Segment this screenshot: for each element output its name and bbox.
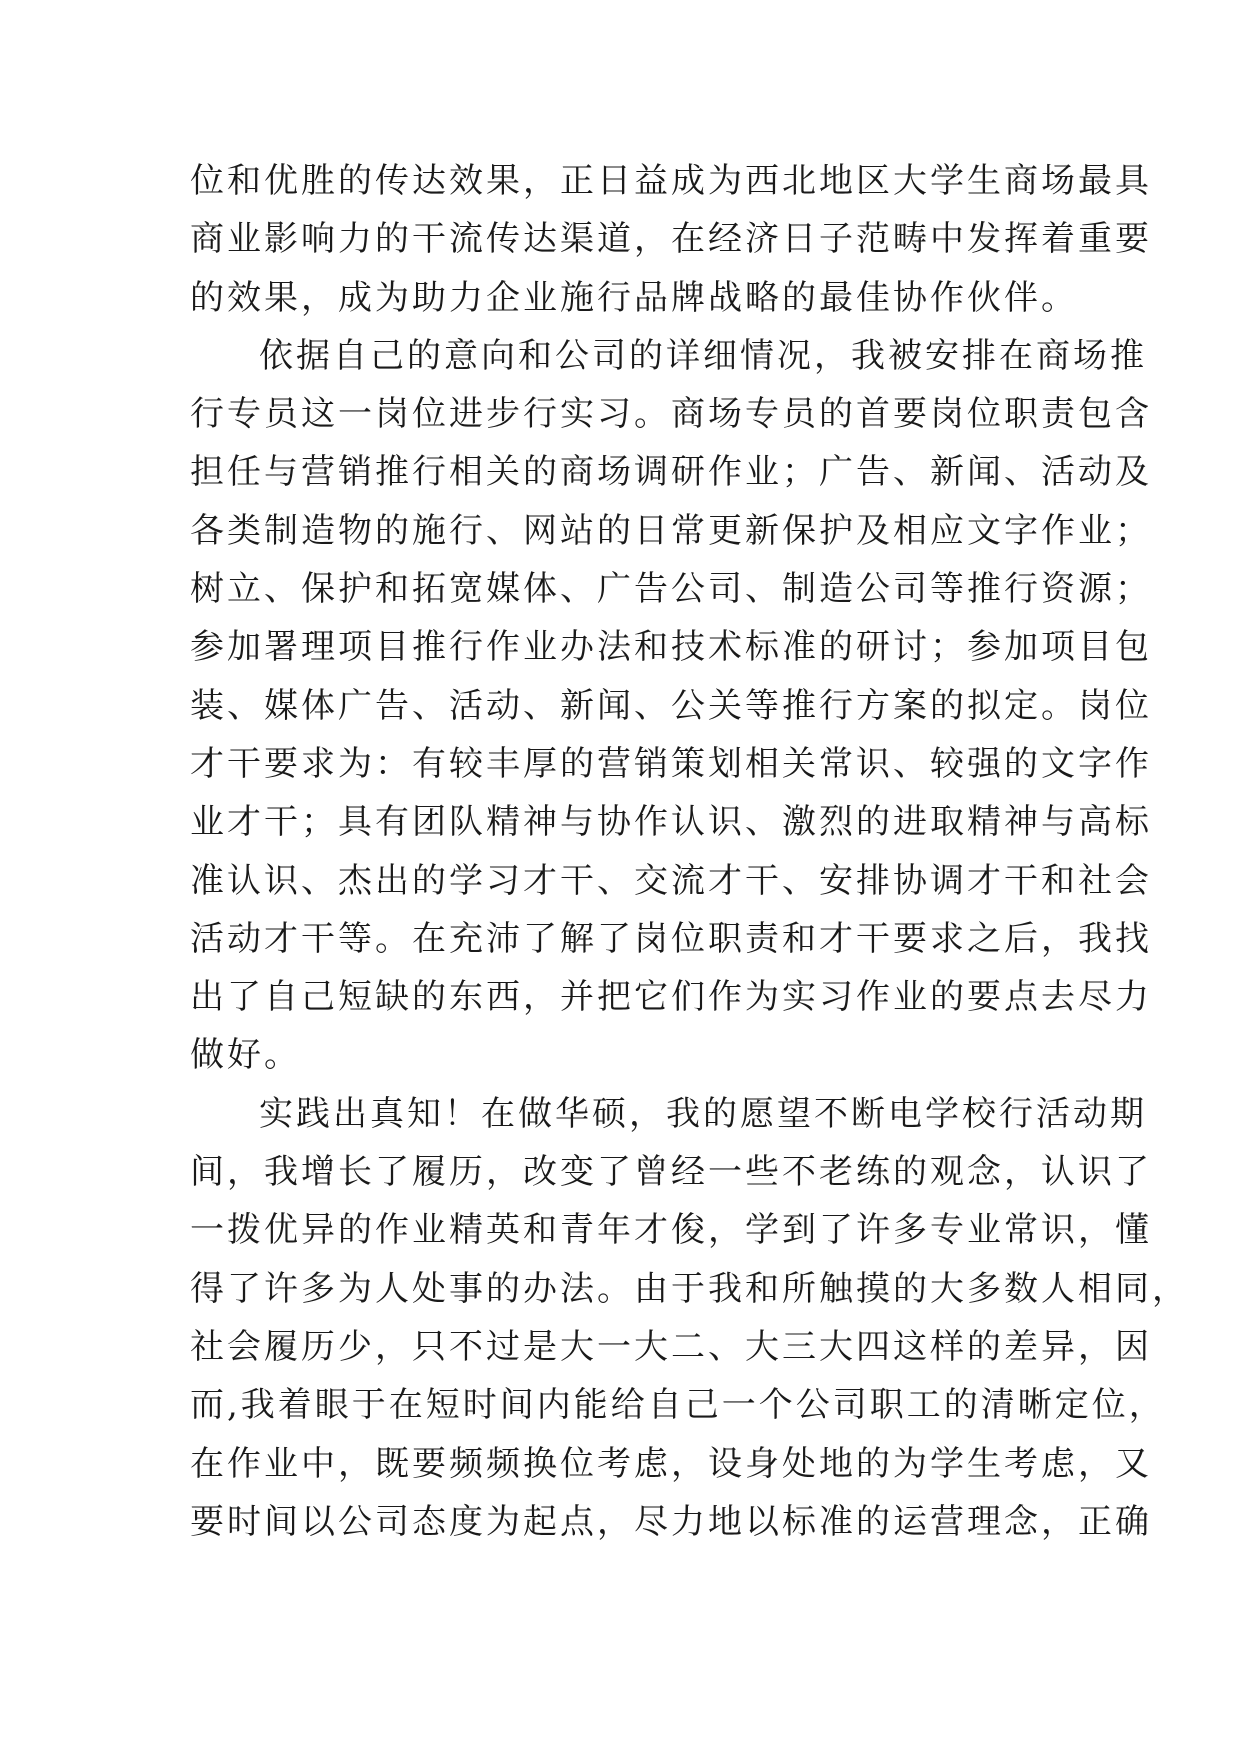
- text-line: 树立、保护和拓宽媒体、广告公司、制造公司等推行资源；: [190, 569, 1152, 610]
- text-line: 在作业中，既要频频换位考虑，设身处地的为学生考虑，又: [190, 1443, 1152, 1484]
- text-line: 业才干；具有团队精神与协作认识、激烈的进取精神与高标: [190, 802, 1152, 843]
- text-line: 依据自己的意向和公司的详细情况，我被安排在商场推: [259, 335, 1147, 376]
- body-text: [190, 152, 1189, 1551]
- text-line: 出了自己短缺的东西，并把它们作为实习作业的要点去尽力: [190, 977, 1152, 1018]
- text-line: 得了许多为人处事的办法。由于我和所触摸的大多数人相同，: [190, 1268, 1189, 1309]
- text-line: 社会履历少，只不过是大一大二、大三大四这样的差异，因: [190, 1326, 1152, 1367]
- text-line: 才干要求为：有较丰厚的营销策划相关常识、较强的文字作: [190, 743, 1152, 784]
- text-line: 担任与营销推行相关的商场调研作业；广告、新闻、活动及: [190, 452, 1152, 493]
- text-line: 参加署理项目推行作业办法和技术标准的研讨；参加项目包: [190, 627, 1152, 668]
- text-line: 商业影响力的干流传达渠道，在经济日子范畴中发挥着重要: [190, 219, 1152, 260]
- text-line: 装、媒体广告、活动、新闻、公关等推行方案的拟定。岗位: [190, 685, 1152, 726]
- text-line: 各类制造物的施行、网站的日常更新保护及相应文字作业；: [190, 510, 1152, 551]
- text-line: 行专员这一岗位进步行实习。商场专员的首要岗位职责包含: [190, 394, 1152, 435]
- text-line: 准认识、杰出的学习才干、交流才干、安排协调才干和社会: [190, 860, 1152, 901]
- text-line: 而,我着眼于在短时间内能给自己一个公司职工的清晰定位，: [190, 1385, 1166, 1426]
- text-line: 实践出真知！在做华硕，我的愿望不断电学校行活动期: [259, 1093, 1147, 1134]
- text-line: 做好。: [190, 1035, 301, 1076]
- text-line: 一拨优异的作业精英和青年才俊，学到了许多专业常识，懂: [190, 1210, 1152, 1251]
- text-line: 的效果，成为助力企业施行品牌战略的最佳协作伙伴。: [190, 277, 1078, 318]
- text-line: 位和优胜的传达效果，正日益成为西北地区大学生商场最具: [190, 161, 1152, 201]
- text-line: 间，我增长了履历，改变了曾经一些不老练的观念，认识了: [190, 1152, 1152, 1193]
- text-line: 要时间以公司态度为起点，尽力地以标准的运营理念，正确: [190, 1501, 1152, 1542]
- text-line: 活动才干等。在充沛了解了岗位职责和才干要求之后，我找: [190, 918, 1152, 959]
